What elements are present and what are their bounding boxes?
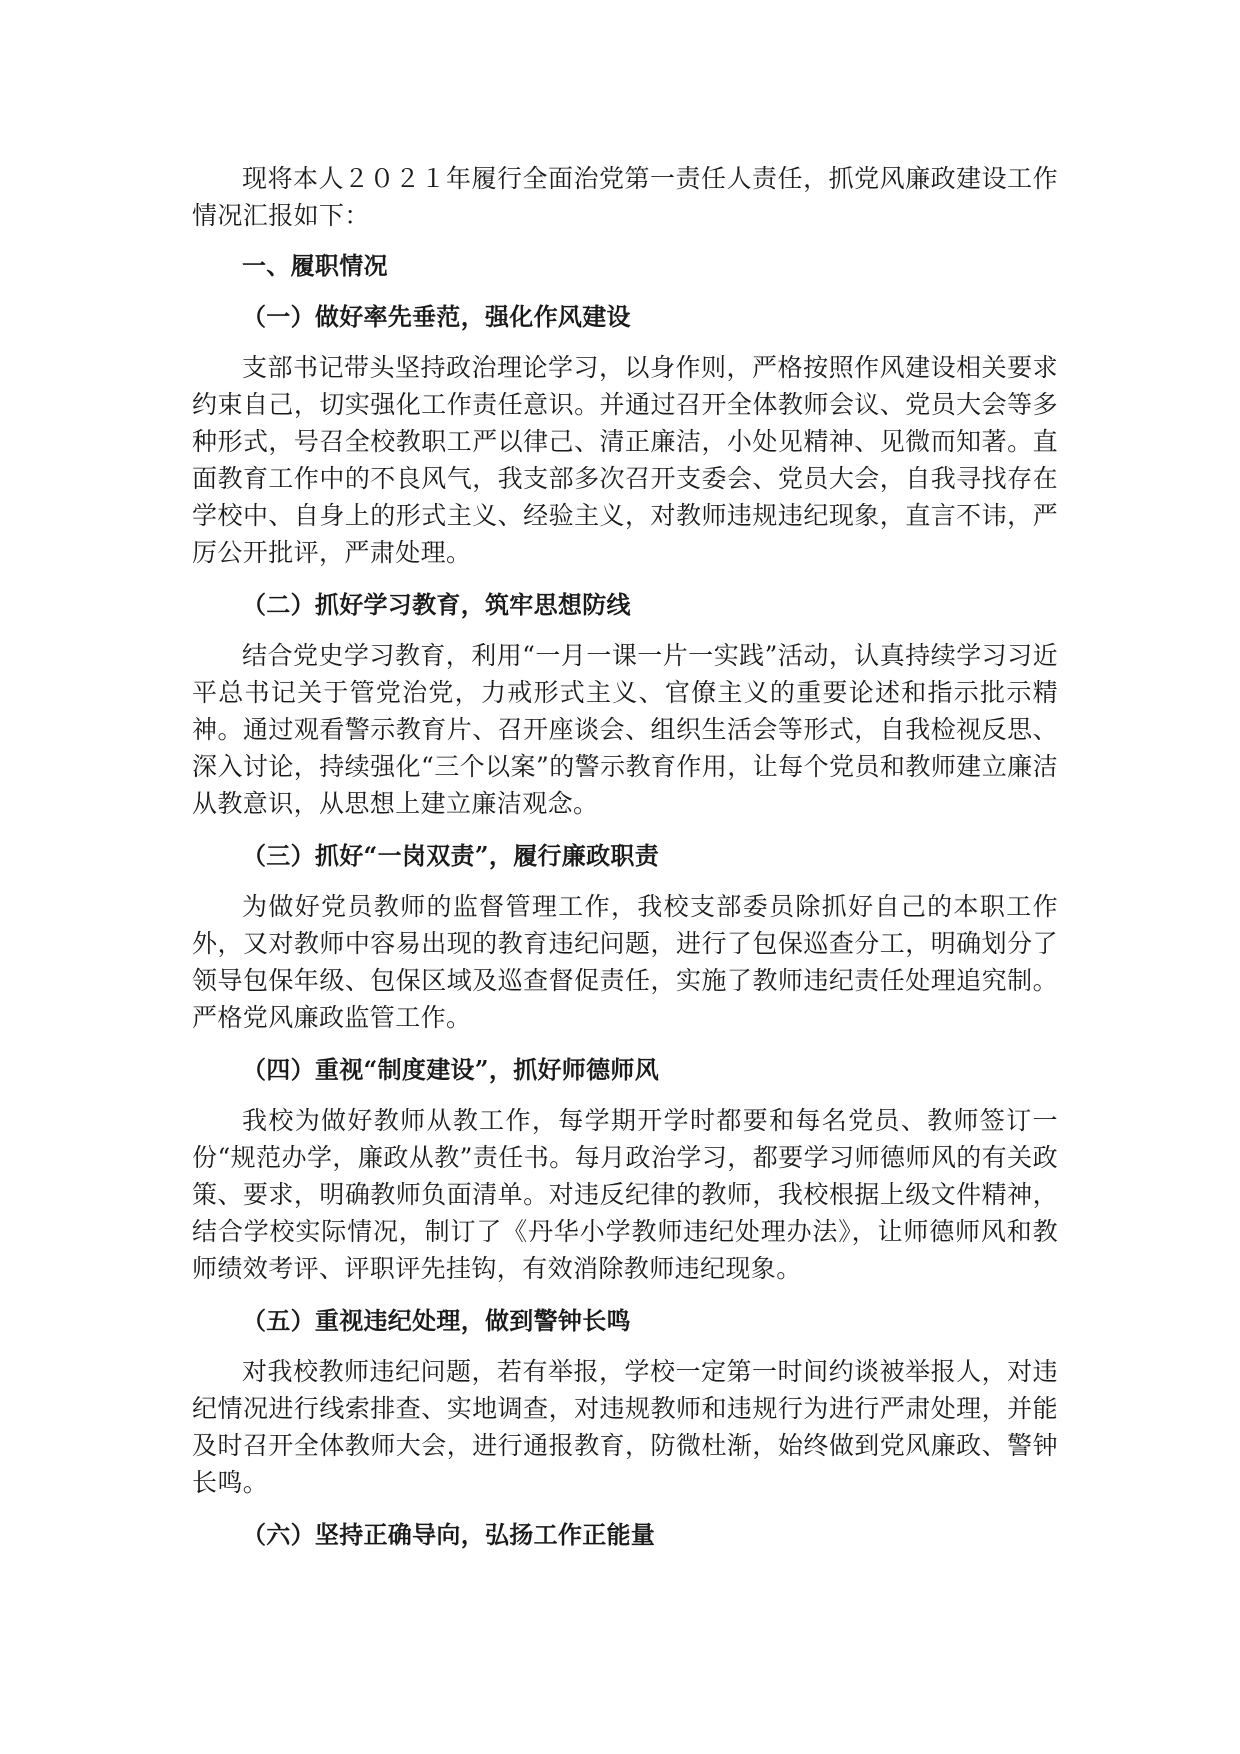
document-page bbox=[192, 160, 1058, 1567]
section-title: 一、履职情况 bbox=[242, 251, 388, 280]
subsection-heading-4: （四）重视“制度建设”，抓好师德师风 bbox=[242, 1055, 660, 1084]
subsection-heading-1: （一）做好率先垂范，强化作风建设 bbox=[242, 302, 631, 331]
intro-paragraph: 现将本人２０２１年履行全面治党第一责任人责任，抓党风廉政建设工作情况汇报如下： bbox=[192, 164, 1058, 230]
subsection-heading-5: （五）重视违纪处理，做到警钟长鸣 bbox=[242, 1306, 631, 1335]
subsection-heading-2: （二）抓好学习教育，筑牢思想防线 bbox=[242, 590, 631, 619]
subsection-body-4: 我校为做好教师从教工作，每学期开学时都要和每名党员、教师签订一份“规范办学，廉政从教”责任书。每月政治学习，都要学习师德师风的有关政策、要求，明确教师负面清单。对违反纪律的教师，我校根据上级文件精神，结合学校实际情况，制订了《丹华小学教师违纪处理办法》，让师德师风和教师绩效考评、评职评先挂钩，有效消除教师违纪现象。 bbox=[192, 1106, 1058, 1283]
subsection-body-1: 支部书记带头坚持政治理论学习，以身作则，严格按照作风建设相关要求约束自己，切实强化工作责任意识。并通过召开全体教师会议、党员大会等多种形式，号召全校教职工严以律己、清正廉洁，小处见精神、见微而知著。直面教育工作中的不良风气，我支部多次召开支委会、党员大会，自我寻找存在学校中、自身上的形式主义、经验主义，对教师违规违纪现象，直言不讳，严厉公开批评，严肃处理。 bbox=[192, 353, 1058, 567]
subsection-heading-6: （六）坚持正确导向，弘扬工作正能量 bbox=[242, 1520, 656, 1549]
subsection-body-2: 结合党史学习教育，利用“一月一课一片一实践”活动，认真持续学习习近平总书记关于管党治党，力戒形式主义、官僚主义的重要论述和指示批示精神。通过观看警示教育片、召开座谈会、组织生活会等形式，自我检视反思、深入讨论，持续强化“三个以案”的警示教育作用，让每个党员和教师建立廉洁从教意识，从思想上建立廉洁观念。 bbox=[192, 641, 1058, 818]
subsection-heading-3: （三）抓好“一岗双责”，履行廉政职责 bbox=[242, 841, 660, 870]
subsection-body-5: 对我校教师违纪问题，若有举报，学校一定第一时间约谈被举报人，对违纪情况进行线索排查、实地调查，对违规教师和违规行为进行严肃处理，并能及时召开全体教师大会，进行通报教育，防微杜渐，始终做到党风廉政、警钟长鸣。 bbox=[192, 1357, 1058, 1497]
subsection-body-3: 为做好党员教师的监督管理工作，我校支部委员除抓好自己的本职工作外，又对教师中容易出现的教育违纪问题，进行了包保巡查分工，明确划分了领导包保年级、包保区域及巡查督促责任，实施了教师违纪责任处理追究制。严格党风廉政监管工作。 bbox=[192, 892, 1058, 1032]
